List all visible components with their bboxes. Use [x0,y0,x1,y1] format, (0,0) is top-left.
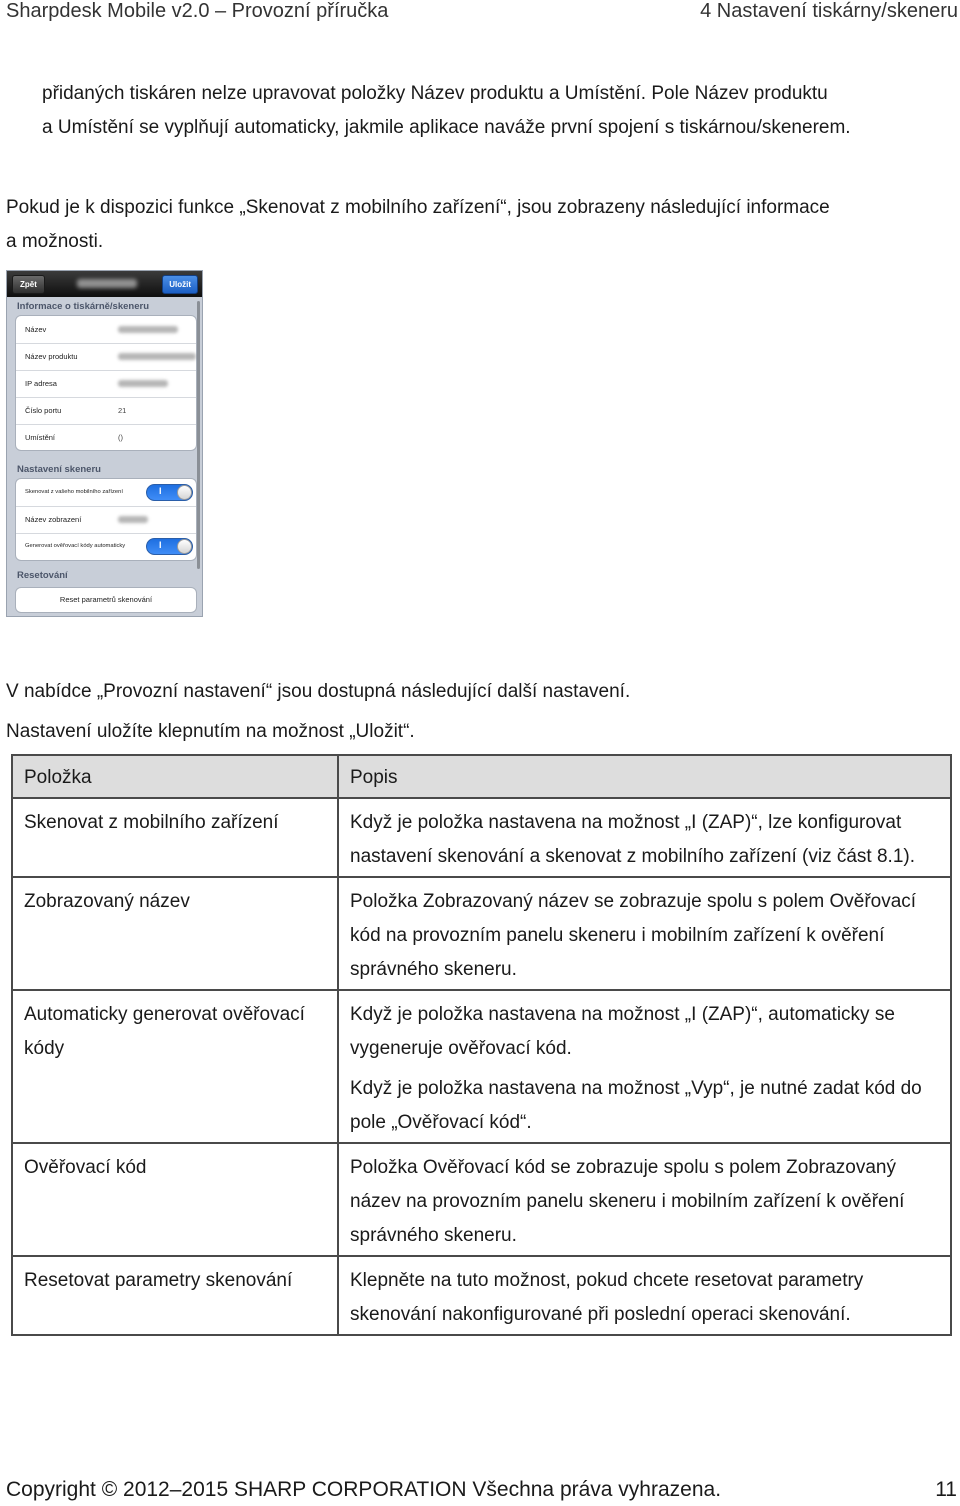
table-cell-description [338,1143,951,1256]
back-button[interactable]: Zpět [12,275,45,294]
table-row [12,877,951,990]
description-paragraph: Klepněte na tuto možnost, pokud chcete resetovat parametry skenování nakonfigurované při poslední operaci skenování. [350,1270,864,1325]
scan-row-mobile [16,479,196,507]
page-number: 11 [935,1478,957,1501]
header-description: Popis [338,755,951,798]
toggle-knob [177,539,192,554]
intro-line-3: Pokud je k dispozici funkce „Skenovat z mobilního zařízení“, jsou zobrazeny následující informace [6,197,830,218]
toggle-on-label: I [159,540,162,550]
header-item: Položka [12,755,338,798]
phone-nav-bar [7,271,203,297]
info-row-label: Název produktu [25,352,78,361]
intro-line-1: přidaných tiskáren nelze upravovat položky Název produktu a Umístění. Pole Název produktu [42,83,828,104]
info-row-value-blurred [118,353,196,360]
table-row [12,1256,951,1335]
table-header-row [12,755,951,798]
header-chapter: 4 Nastavení tiskárny/skeneru [700,0,958,22]
toggle-knob [177,485,192,500]
info-row-value: () [118,433,123,442]
table-row [12,1143,951,1256]
info-row-value-blurred [118,380,168,387]
scan-row-display-name[interactable] [16,506,196,534]
info-row-location [16,424,196,451]
reset-group [15,587,197,613]
scan-row-label: Generovat ověřovací kódy automaticky [25,543,126,549]
section-title-scan: Nastavení skeneru [17,464,101,475]
intro-line-4: a možnosti. [6,231,104,252]
scrollbar[interactable] [197,301,200,569]
scan-row-label: Název zobrazení [25,515,82,524]
info-row-name[interactable] [16,316,196,344]
reset-scan-parameters-button[interactable]: Reset parametrů skenování [59,595,153,604]
table-row [12,798,951,877]
section-title-info: Informace o tiskárně/skeneru [17,301,149,312]
table-cell-item: Resetovat parametry skenování [12,1256,338,1335]
scan-group [15,478,197,561]
info-group [15,315,197,451]
info-row-label: Umístění [25,433,56,442]
table-cell-item: Automaticky generovat ověřovací kódy [12,990,338,1143]
section-title-reset: Resetování [17,570,68,581]
scan-row-auto-code [16,533,196,561]
table-cell-item: Skenovat z mobilního zařízení [12,798,338,877]
description-paragraph: Když je položka nastavena na možnost „Vyp“, je nutné zadat kód do pole „Ověřovací kód“. [350,1078,922,1133]
table-row [12,990,951,1143]
middle-line-2: Nastavení uložíte klepnutím na možnost „Uložit“. [6,721,415,742]
table-cell-description [338,877,951,990]
save-button[interactable]: Uložit [162,275,198,294]
toggle-on-label: I [159,486,162,496]
scan-row-value-blurred [118,516,148,523]
intro-line-2: a Umístění se vyplňují automaticky, jakmile aplikace naváže první spojení s tiskárnou/skenerem. [42,117,851,138]
auto-code-toggle[interactable] [146,538,193,555]
info-row-label: Číslo portu [25,406,62,415]
info-row-port[interactable] [16,397,196,425]
table-cell-description [338,1256,951,1335]
middle-line-1: V nabídce „Provozní nastavení“ jsou dostupná následující další nastavení. [6,681,631,702]
info-row-value: 21 [118,406,127,415]
table-cell-item: Ověřovací kód [12,1143,338,1256]
table-cell-description [338,798,951,877]
info-row-product [16,343,196,371]
info-row-label: IP adresa [25,379,57,388]
phone-nav-title-blurred [77,279,137,288]
info-row-ip[interactable] [16,370,196,398]
info-row-value-blurred [118,326,178,333]
footer-copyright: Copyright © 2012–2015 SHARP CORPORATION Všechna práva vyhrazena. [6,1478,722,1501]
table-cell-description [338,990,951,1143]
table-cell-item: Zobrazovaný název [12,877,338,990]
scan-from-mobile-toggle[interactable] [146,484,193,501]
description-paragraph: Položka Zobrazovaný název se zobrazuje spolu s polem Ověřovací kód na provozním panelu skeneru i mobilním zařízení k ověření správného skeneru. [350,891,917,980]
header-title: Sharpdesk Mobile v2.0 – Provozní příručka [6,0,389,22]
scan-row-label: Skenovat z vašeho mobilního zařízení [25,489,123,495]
info-row-label: Název [25,325,47,334]
description-paragraph: Když je položka nastavena na možnost „I (ZAP)“, lze konfigurovat nastavení skenování a skenovat z mobilního zařízení (viz část 8.1). [350,812,916,867]
settings-table [11,754,952,1336]
description-paragraph: Když je položka nastavena na možnost „I (ZAP)“, automaticky se vygeneruje ověřovací kód. [350,1004,895,1059]
description-paragraph: Položka Ověřovací kód se zobrazuje spolu s polem Zobrazovaný název na provozním panelu skeneru i mobilním zařízení k ověření správného skeneru. [350,1157,905,1246]
phone-screenshot [6,270,203,617]
